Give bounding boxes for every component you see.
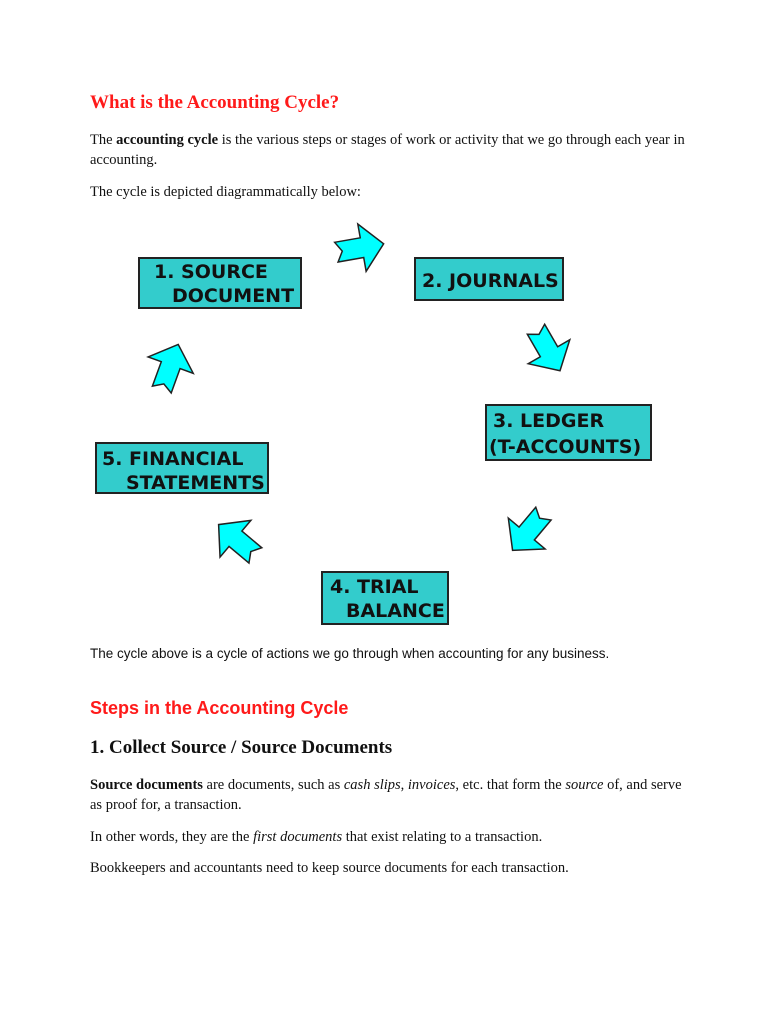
text-span: In other words, they are the <box>90 829 254 845</box>
step-box-source-document <box>139 258 301 308</box>
text-span: , etc. that form the <box>455 777 566 793</box>
text-span: , <box>400 777 408 793</box>
intro-paragraph <box>90 130 690 170</box>
step-box-journals <box>415 258 563 300</box>
italic-cash-slips: cash slips <box>343 777 401 793</box>
step-1-heading: 1. Collect Source / Source Documents <box>90 737 393 758</box>
arrow-icon <box>139 336 201 398</box>
first-documents-paragraph <box>90 827 690 847</box>
step-box-trial-balance <box>322 572 448 624</box>
accounting-cycle-diagram <box>80 210 680 635</box>
arrow-icon <box>494 498 562 566</box>
ledger-line1: 3. LEDGER <box>493 410 605 432</box>
arrow-icon <box>515 317 581 383</box>
keep-documents-paragraph: Bookkeepers and accountants need to keep source documents for each transaction. <box>90 860 569 876</box>
section-title-accounting-cycle: What is the Accounting Cycle? <box>90 92 340 113</box>
arrow-icon <box>332 220 388 276</box>
trial-line1: 4. TRIAL <box>330 576 419 598</box>
depicted-paragraph: The cycle is depicted diagrammatically below: <box>90 184 361 200</box>
journals-label: 2. JOURNALS <box>422 270 559 292</box>
trial-line2: BALANCE <box>346 600 445 622</box>
intro-suffix: is the various steps or stages of work or activity that we go through each year in accounting. <box>90 132 685 168</box>
italic-source: source <box>565 777 604 793</box>
financial-line2: STATEMENTS <box>126 472 265 494</box>
source-line1: 1. SOURCE <box>154 261 268 283</box>
italic-first-documents: first documents <box>253 829 343 845</box>
intro-bold-term: accounting cycle <box>116 132 219 148</box>
text-span: of, and serve as proof for, a transaction. <box>90 777 682 813</box>
arrow-icon <box>203 506 271 574</box>
cycle-note-paragraph: The cycle above is a cycle of actions we go through when accounting for any business. <box>90 646 610 661</box>
text-span: that exist relating to a transaction. <box>342 829 543 845</box>
step-box-ledger <box>486 405 651 460</box>
italic-invoices: invoices <box>407 777 456 793</box>
intro-prefix: The <box>90 132 117 148</box>
financial-line1: 5. FINANCIAL <box>102 448 244 470</box>
step-box-financial-statements <box>96 443 268 494</box>
source-line2: DOCUMENT <box>172 285 295 307</box>
ledger-line2: (T-ACCOUNTS) <box>489 436 642 458</box>
source-documents-paragraph <box>90 775 690 815</box>
source-documents-bold: Source documents <box>90 777 203 793</box>
section-title-steps: Steps in the Accounting Cycle <box>90 698 349 718</box>
text-span: are documents, such as <box>202 777 344 793</box>
